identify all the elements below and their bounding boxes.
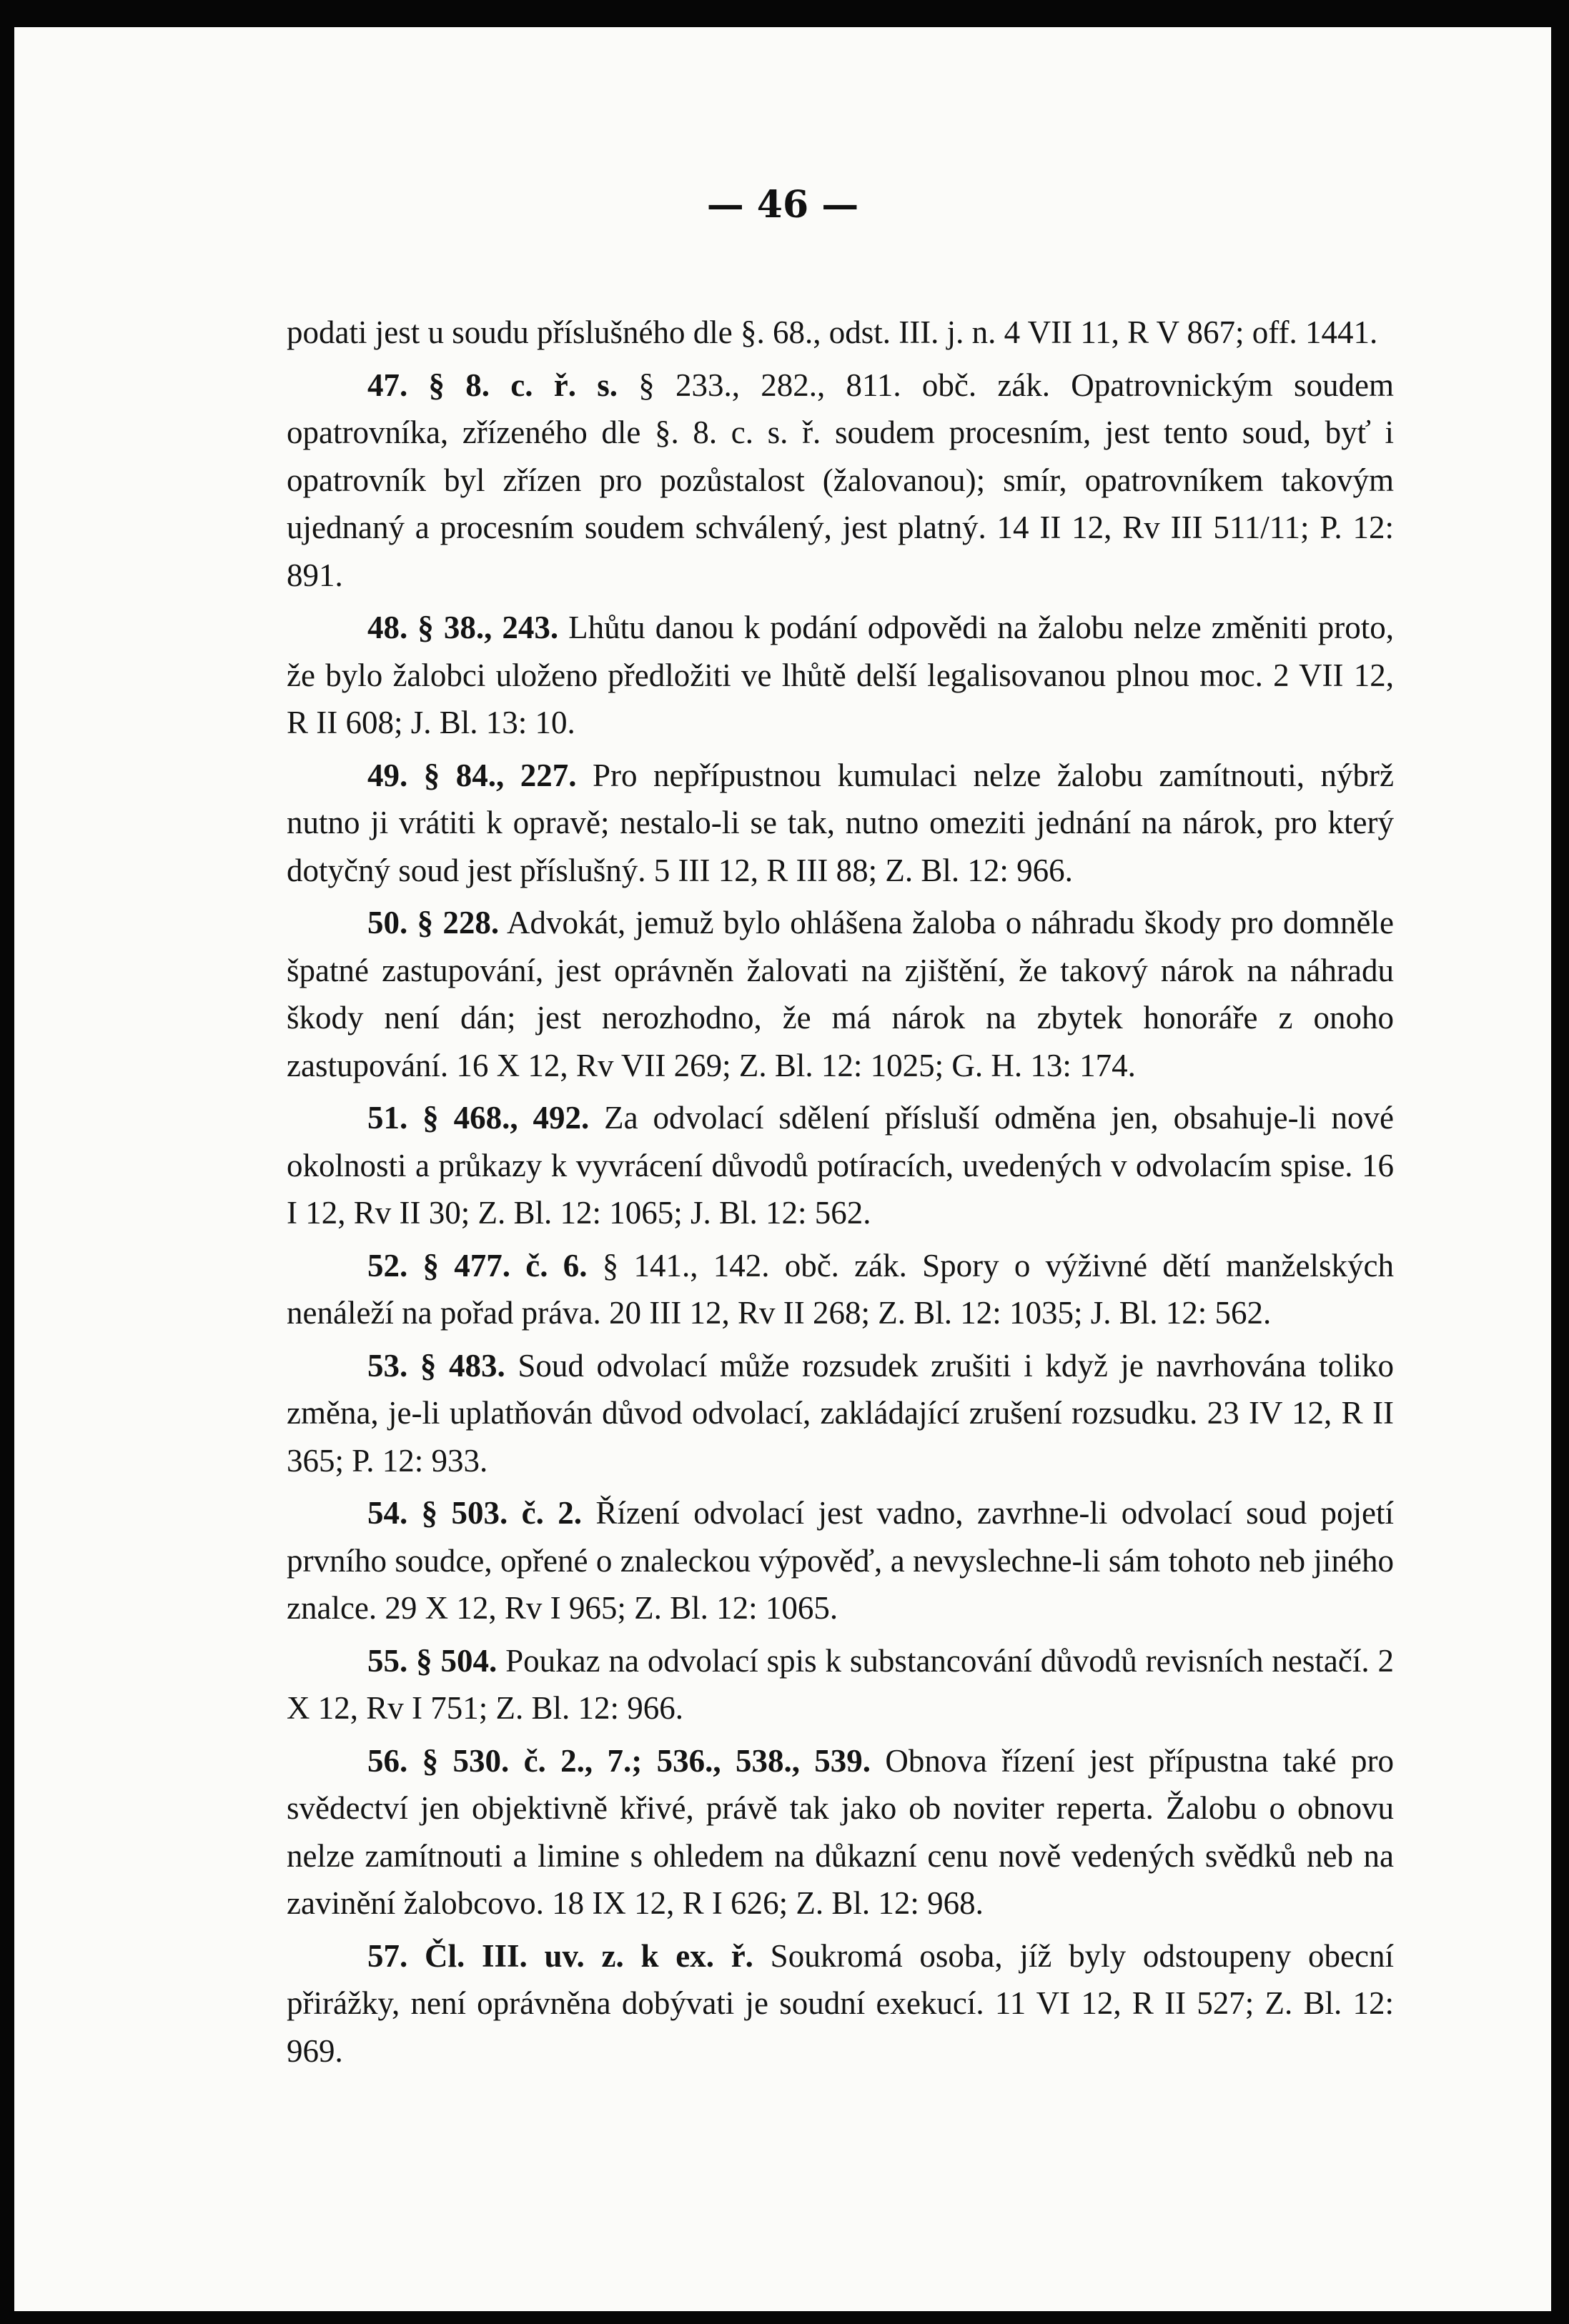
entry-lead: 52. § 477. č. 6. — [367, 1247, 588, 1283]
entry-text: § 233., 282., 811. obč. zák. Opatrovnickým soudem opatrovníka, zřízeného dle §. 8. c. s. ř. soudem procesním, jest tento soud, byť i opatrovník byl zřízen pro pozůstalost (žalovanou); smír, opatrovníkem takovým ujednaný a procesním soudem schválený, jest platný. 14 II 12, Rv III 511/11; P. 12: 891. — [287, 367, 1394, 593]
entry-47 — [287, 362, 1394, 600]
entry-text: Lhůtu danou k podání odpovědi na žalobu nelze změniti proto, že bylo žalobci uloženo předložiti ve lhůtě delší legalisovanou plnou moc. 2 VII 12, R II 608; J. Bl. 13: 10. — [287, 610, 1395, 740]
entry-53 — [287, 1342, 1394, 1485]
entry-lead: 49. § 84., 227. — [367, 757, 577, 793]
entry-lead: 55. § 504. — [367, 1642, 498, 1679]
entry-lead: 51. § 468., 492. — [367, 1100, 590, 1136]
entry-text: Poukaz na odvolací spis k substancování důvodů revisních nestačí. 2 X 12, Rv I 751; Z. Bl. 12: 966. — [287, 1642, 1394, 1726]
entry-text: Soukromá osoba, jíž byly odstoupeny obecní přirážky, není oprávněna dobývati je soudní exekucí. 11 VI 12, R II 527; Z. Bl. 12: 969. — [287, 1937, 1394, 2069]
entry-text: Soud odvolací může rozsudek zrušiti i když je navrhována toliko změna, je-li uplatňován důvod odvolací, zakládající zrušení rozsudku. 23 IV 12, R II 365; P. 12: 933. — [287, 1347, 1394, 1479]
page-body — [287, 309, 1394, 2080]
entry-51 — [287, 1094, 1394, 1237]
entry-lead: 47. § 8. c. ř. s. — [367, 367, 618, 403]
entry-lead: 57. Čl. III. uv. z. k ex. ř. — [367, 1937, 753, 1974]
intro-paragraph: podati jest u soudu příslušného dle §. 68., odst. III. j. n. 4 VII 11, R V 867; off. 1441. — [287, 314, 1378, 350]
entry-text: § 141., 142. obč. zák. Spory o výživné dětí manželských nenáleží na pořad práva. 20 III 12, Rv II 268; Z. Bl. 12: 1035; J. Bl. 12: 562. — [287, 1247, 1394, 1331]
entry-lead: 48. § 38., 243. — [367, 610, 559, 645]
entry-52 — [287, 1242, 1394, 1337]
entry-lead: 50. § 228. — [367, 905, 500, 940]
entry-text: Pro nepřípustnou kumulaci nelze žalobu zamítnouti, nýbrž nutno ji vrátiti k opravě; nestalo-li se tak, nutno omeziti jednání na nárok, pro který dotyčný soud jest příslušný. 5 III 12, R III 88; Z. Bl. 12: 966. — [287, 757, 1395, 888]
entry-49 — [287, 752, 1394, 895]
entry-text: Řízení odvolací jest vadno, zavrhne-li odvolací soud pojetí prvního soudce, opřené o znaleckou výpověď, a nevyslechne-li sám tohoto neb jiného znalce. 29 X 12, Rv I 965; Z. Bl. 12: 1065. — [287, 1495, 1394, 1626]
entry-56 — [287, 1737, 1394, 1927]
book-page — [14, 27, 1551, 2311]
entry-55 — [287, 1637, 1394, 1732]
entry-text: Obnova řízení jest přípustna také pro svědectví jen objektivně křivé, právě tak jako ob noviter reperta. Žalobu o obnovu nelze zamítnouti a limine s ohledem na důkazní cenu nově vedených svědků neb na zavinění žalobcovo. 18 IX 12, R I 626; Z. Bl. 12: 968. — [287, 1742, 1394, 1921]
entry-lead: 53. § 483. — [367, 1347, 505, 1384]
entry-54 — [287, 1489, 1394, 1632]
entry-lead: 56. § 530. č. 2., 7.; 536., 538., 539. — [367, 1742, 871, 1779]
entry-50 — [287, 899, 1394, 1089]
entry-48 — [287, 604, 1394, 747]
page-number: — 46 — — [706, 183, 859, 227]
entry-57 — [287, 1932, 1394, 2075]
entry-lead: 54. § 503. č. 2. — [367, 1495, 582, 1531]
entry-text: Za odvolací sdělení přísluší odměna jen, obsahuje-li nové okolnosti a průkazy k vyvrácení důvodů potíracích, uvedených v odvolacím spise. 16 I 12, Rv II 30; Z. Bl. 12: 1065; J. Bl. 12: 562. — [287, 1100, 1394, 1231]
entry-text: Advokát, jemuž bylo ohlášena žaloba o náhradu škody pro domněle špatné zastupování, jest oprávněn žalovati na zjištění, že takový nárok na náhradu škody není dán; jest nerozhodno, že má nárok na zbytek honoráře z onoho zastupování. 16 X 12, Rv VII 269; Z. Bl. 12: 1025; G. H. 13: 174. — [287, 905, 1395, 1083]
